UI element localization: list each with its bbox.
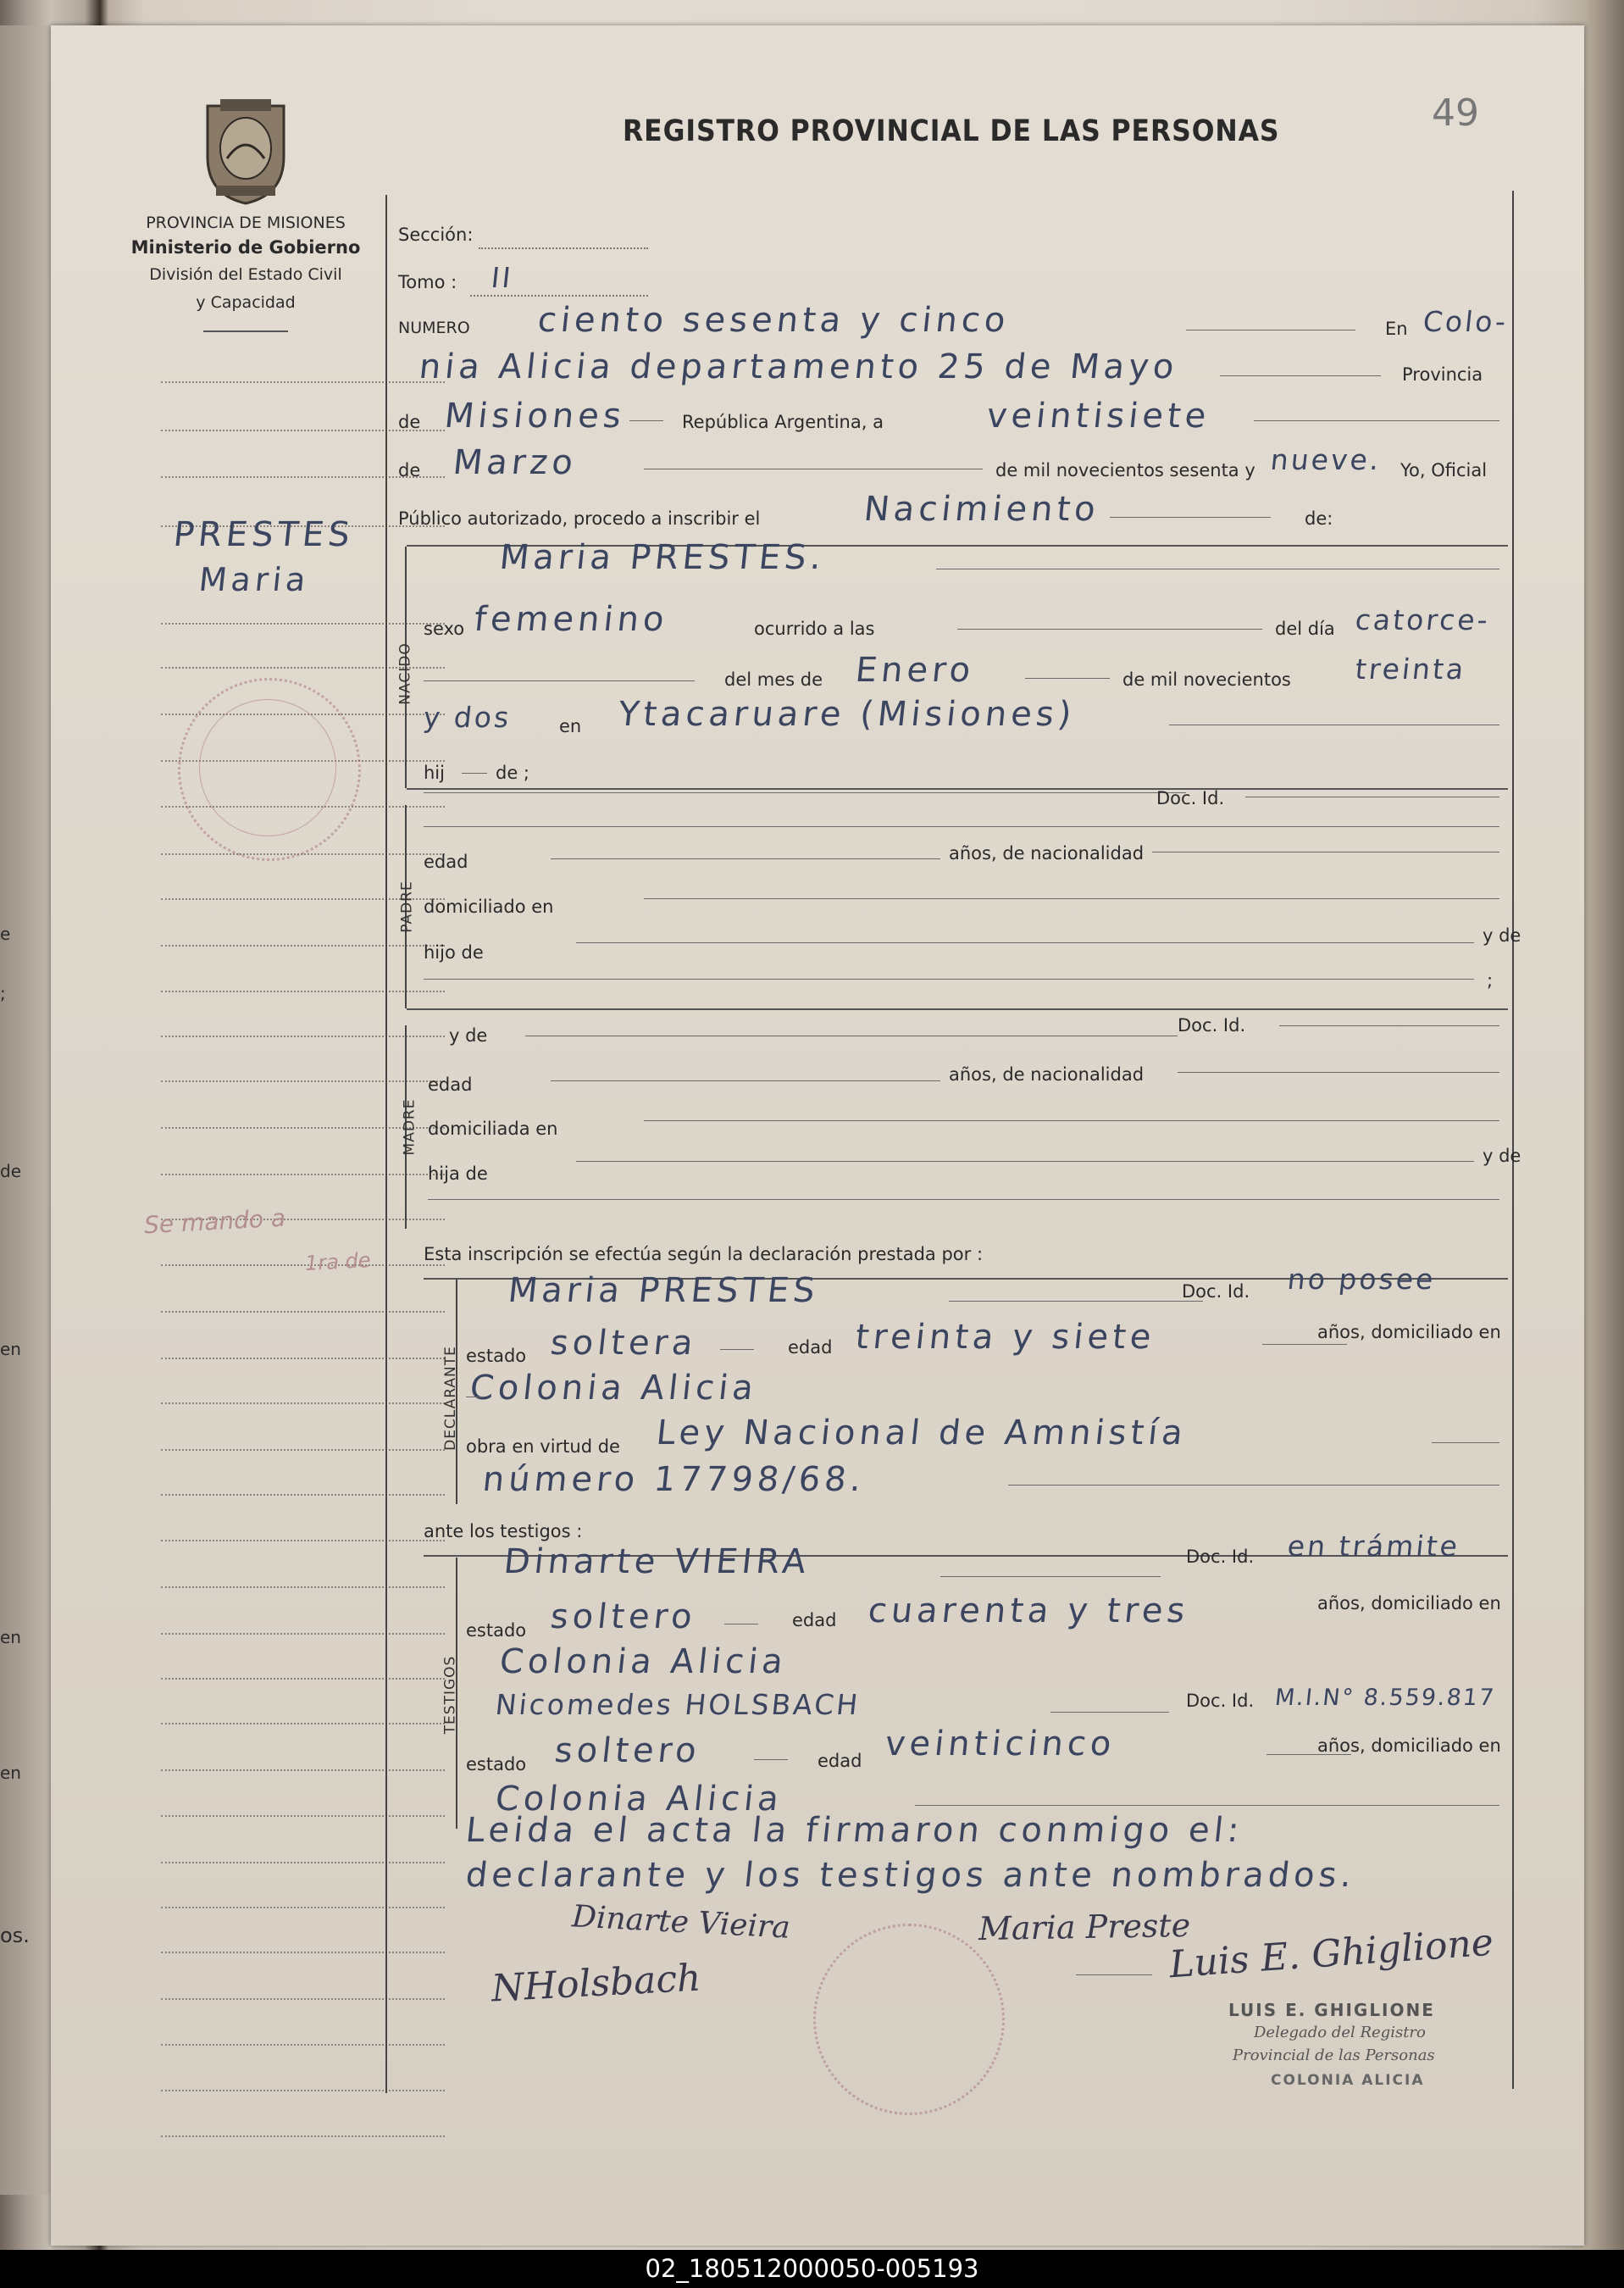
province-label: PROVINCIA DE MISIONES xyxy=(146,214,346,232)
madre-y-de-label: y de xyxy=(449,1025,488,1046)
padre-nacionalidad-label: años, de nacionalidad xyxy=(949,843,1145,864)
tomo-value: II xyxy=(489,261,515,294)
declarante-nombre: Maria PRESTES xyxy=(506,1271,821,1310)
official-place: COLONIA ALICIA xyxy=(1271,2072,1425,2089)
mes-inscripcion: Marzo xyxy=(451,443,579,482)
hij-label: hij xyxy=(424,763,445,783)
madre-domiciliada-label: domiciliada en xyxy=(428,1119,558,1139)
testigo2-domicilio: Colonia Alicia xyxy=(493,1780,785,1819)
testigo1-nombre: Dinarte VIEIRA xyxy=(502,1542,812,1581)
madre-doc-label: Doc. Id. xyxy=(1178,1015,1246,1036)
padre-y-de-label: y de xyxy=(1483,925,1521,946)
pencil-note-2: 1ra de xyxy=(304,1247,372,1276)
de-colon-label: de: xyxy=(1305,508,1333,529)
testigo2-edad-label: edad xyxy=(818,1751,862,1771)
del-mes-label: del mes de xyxy=(724,669,823,690)
municipio-line: nia Alicia departamento 25 de Mayo xyxy=(417,347,1180,386)
side-label-nacido: NACIDO xyxy=(396,642,414,705)
left-page-edge: e ; de en en en os. xyxy=(0,25,89,2195)
de-label: de xyxy=(398,412,421,432)
republica-label: República Argentina, a xyxy=(682,412,884,432)
declarante-doc-label: Doc. Id. xyxy=(1182,1281,1250,1302)
side-label-declarante: DECLARANTE xyxy=(441,1346,459,1451)
official-title-1: Delegado del Registro xyxy=(1254,2024,1426,2041)
official-title-2: Provincial de las Personas xyxy=(1233,2046,1435,2064)
dia-inscripcion: veintisiete xyxy=(984,397,1212,436)
document-page xyxy=(51,25,1584,2246)
testigo1-estado-label: estado xyxy=(466,1620,527,1641)
padre-doc-label: Doc. Id. xyxy=(1156,788,1225,808)
declarante-edad-label: edad xyxy=(788,1337,833,1358)
testigo2-estado-label: estado xyxy=(466,1754,527,1774)
declaracion-label: Esta inscripción se efectúa según la declaración prestada por : xyxy=(424,1244,984,1264)
de-label-2: de xyxy=(398,460,421,480)
ocurrido-label: ocurrido a las xyxy=(754,619,875,639)
testigo2-doc: M.I.N° 8.559.817 xyxy=(1273,1685,1497,1711)
testigo1-doc-label: Doc. Id. xyxy=(1186,1547,1255,1567)
testigo2-domicilio-label: años, domiciliado en xyxy=(1317,1735,1501,1756)
signature-holsbach: NHolsbach xyxy=(490,1956,702,2011)
anio-nacimiento-2: y dos xyxy=(421,701,513,734)
declarante-domicilio-label: años, domiciliado en xyxy=(1317,1322,1501,1342)
division-label-1: División del Estado Civil xyxy=(149,265,342,284)
padre-semicolon: ; xyxy=(1487,970,1494,991)
padre-hijo-de-label: hijo de xyxy=(424,942,484,963)
side-label-madre: MADRE xyxy=(401,1098,418,1156)
seccion-label: Sección: xyxy=(398,225,474,245)
testigo2-nombre: Nicomedes HOLSBACH xyxy=(493,1688,862,1721)
side-label-padre: PADRE xyxy=(398,880,416,933)
ministry-label: Ministerio de Gobierno xyxy=(130,237,361,258)
declarante-doc: no posee xyxy=(1285,1263,1438,1296)
testigos-label: ante los testigos : xyxy=(424,1521,583,1541)
declarante-edad: treinta y siete xyxy=(853,1318,1157,1357)
de-mil-label: de mil novecientos xyxy=(1122,669,1291,690)
tomo-label: Tomo : xyxy=(398,272,457,292)
declarante-domicilio: Colonia Alicia xyxy=(468,1369,760,1408)
testigo1-edad: cuarenta y tres xyxy=(866,1591,1191,1630)
testigo2-edad: veinticinco xyxy=(883,1724,1117,1763)
obra-label: obra en virtud de xyxy=(466,1436,620,1457)
signature-prestes: Maria Preste xyxy=(978,1906,1191,1948)
pencil-note-1: Se mando a xyxy=(143,1203,286,1240)
margin-surname: PRESTES xyxy=(171,515,357,554)
testigo1-domicilio: Colonia Alicia xyxy=(497,1642,790,1681)
numero-label: NUMERO xyxy=(398,319,470,337)
de-semicolon-label: de ; xyxy=(496,763,530,783)
dia-nacimiento: catorce- xyxy=(1353,603,1492,636)
provincia-value: Misiones xyxy=(442,397,628,436)
lugar-nacimiento: Ytacaruare (Misiones) xyxy=(616,695,1078,734)
padre-edad-label: edad xyxy=(424,852,468,872)
testigo1-doc: en trámite xyxy=(1285,1530,1462,1563)
sexo-label: sexo xyxy=(424,619,465,639)
closing-line-1: Leida el acta la firmaron conmigo el: xyxy=(463,1811,1245,1850)
en-value: Colo- xyxy=(1421,305,1510,338)
nombre-inscripto: Maria PRESTES. xyxy=(497,538,828,577)
madre-nacionalidad-label: años, de nacionalidad xyxy=(949,1064,1145,1085)
anio-nacimiento: treinta xyxy=(1353,653,1468,686)
madre-hija-de-label: hija de xyxy=(428,1163,488,1184)
acto-value: Nacimiento xyxy=(862,490,1102,529)
del-dia-label: del día xyxy=(1275,619,1335,639)
official-name: LUIS E. GHIGLIONE xyxy=(1228,2000,1435,2020)
publico-label: Público autorizado, procedo a inscribir el xyxy=(398,508,761,529)
declarante-estado-label: estado xyxy=(466,1346,527,1366)
image-caption: 02_180512000050-005193 xyxy=(0,2250,1624,2288)
provincial-crest-icon xyxy=(195,97,297,208)
madre-edad-label: edad xyxy=(428,1075,473,1095)
sexo-value: femenino xyxy=(472,600,670,639)
declarante-estado: soltera xyxy=(548,1324,700,1363)
en-label-2: en xyxy=(559,716,582,736)
provincia-label: Provincia xyxy=(1402,364,1483,385)
testigo1-edad-label: edad xyxy=(792,1610,837,1630)
signature-official: Luis E. Ghiglione xyxy=(1167,1920,1495,1987)
testigo1-estado: soltero xyxy=(548,1597,699,1636)
numero-value: ciento sesenta y cinco xyxy=(535,301,1012,340)
margin-given-name: Maria xyxy=(197,561,312,598)
anio-inscripcion: nueve. xyxy=(1268,443,1383,476)
mes-nacimiento: Enero xyxy=(853,651,977,690)
division-label-2: y Capacidad xyxy=(196,293,296,312)
page-number: 49 xyxy=(1432,92,1479,135)
obra-value-1: Ley Nacional de Amnistía xyxy=(654,1413,1189,1452)
side-label-testigos: TESTIGOS xyxy=(441,1655,459,1735)
testigo2-doc-label: Doc. Id. xyxy=(1186,1691,1255,1711)
page-title: REGISTRO PROVINCIAL DE LAS PERSONAS xyxy=(623,114,1280,148)
yo-oficial-label: Yo, Oficial xyxy=(1400,460,1488,480)
en-label: En xyxy=(1385,319,1408,339)
obra-value-2: número 17798/68. xyxy=(480,1460,867,1499)
testigo2-estado: soltero xyxy=(552,1731,703,1770)
mil-novecientos-label: de mil novecientos sesenta y xyxy=(995,460,1255,480)
testigo1-domicilio-label: años, domiciliado en xyxy=(1317,1593,1501,1613)
padre-domiciliado-label: domiciliado en xyxy=(424,897,554,917)
official-seal xyxy=(813,1924,1005,2115)
madre-y-de-label-2: y de xyxy=(1483,1146,1521,1166)
closing-line-2: declarante y los testigos ante nombrados. xyxy=(463,1856,1358,1895)
signature-vieira: Dinarte Vieira xyxy=(571,1899,791,1946)
